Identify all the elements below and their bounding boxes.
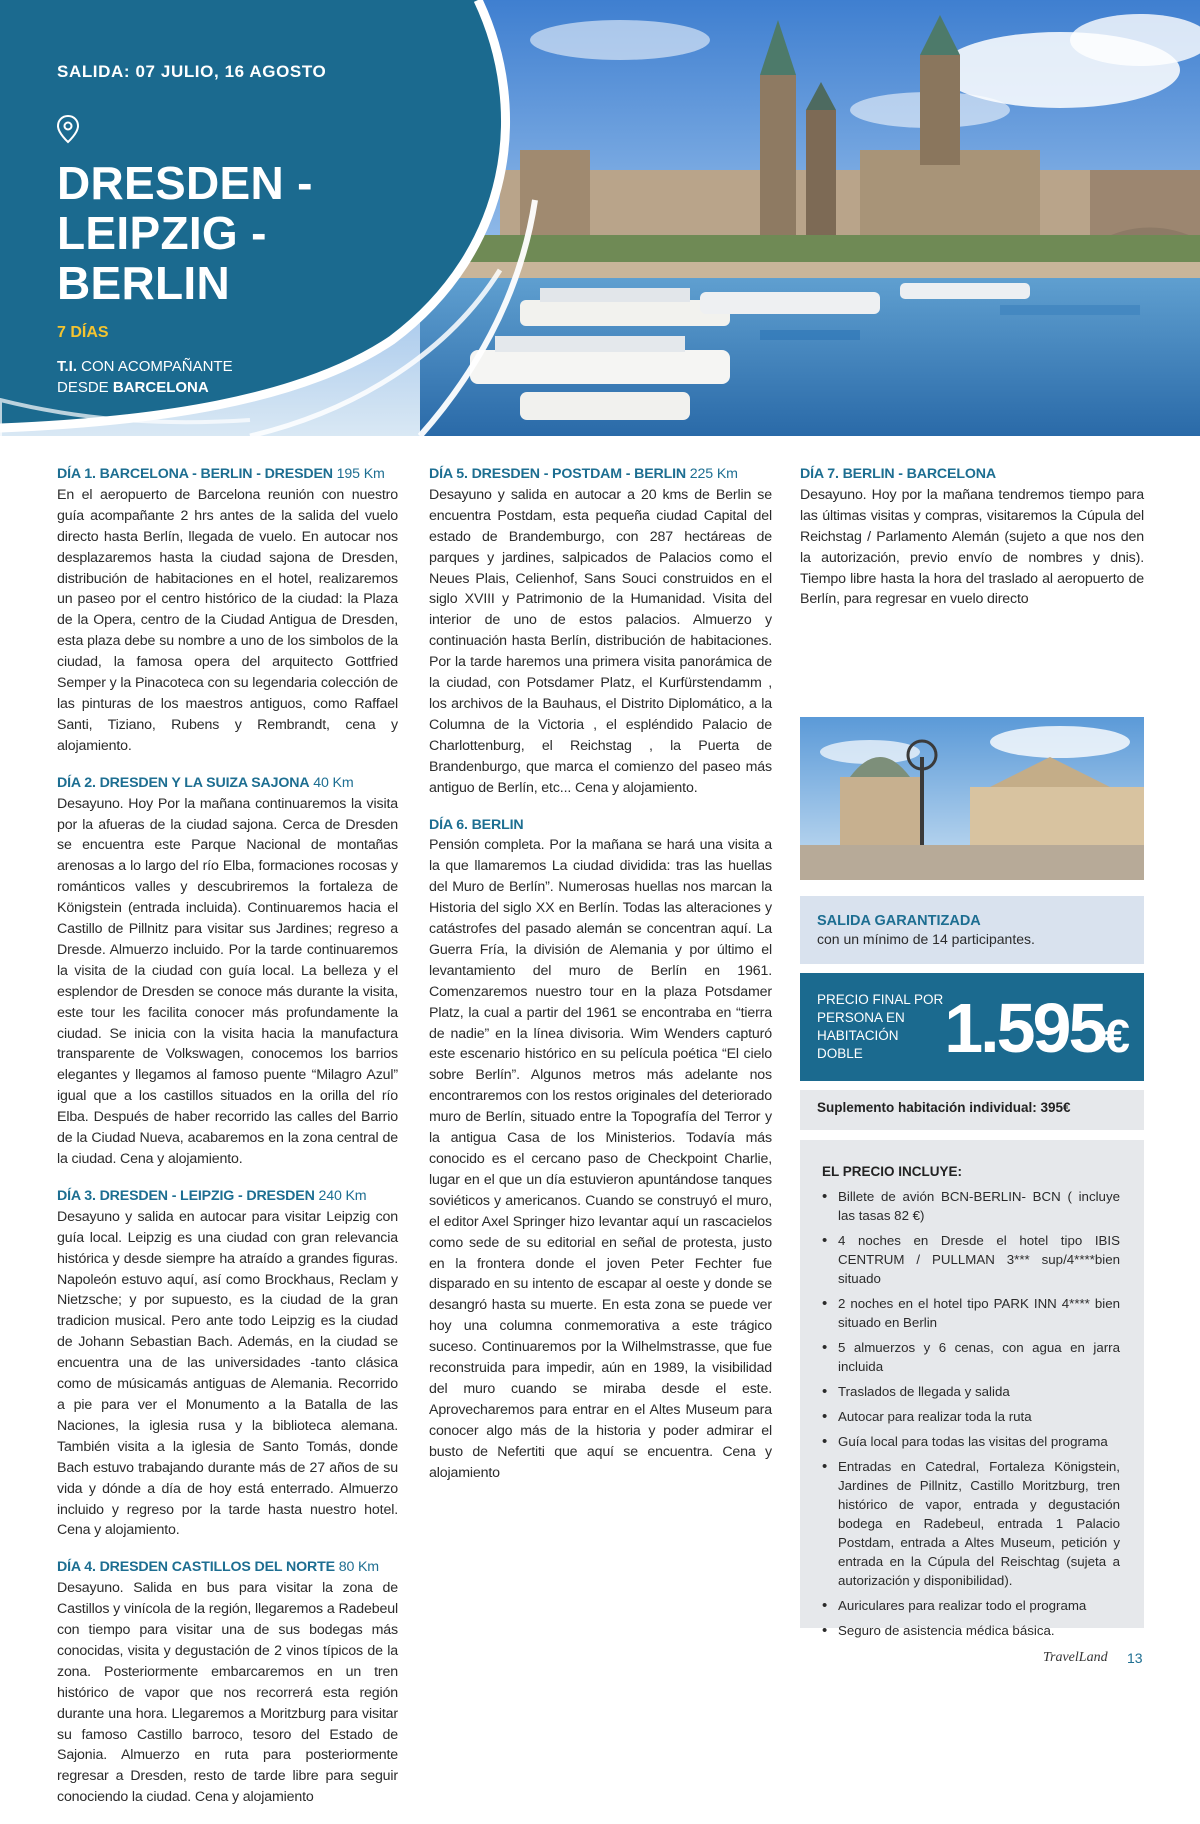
day-distance: 225 Km: [686, 466, 738, 482]
day-heading: [57, 1557, 398, 1578]
day-1: [57, 464, 398, 757]
tour-title-line: BERLIN: [57, 257, 231, 309]
day-heading: [429, 464, 772, 485]
tour-title: [57, 158, 437, 308]
hero-banner: [0, 0, 1200, 436]
includes-item: • Seguro de asistencia médica básica.: [822, 1621, 1120, 1640]
price-label: PRECIO FINAL POR PERSONA EN HABITACIÓN DOBLE: [817, 992, 944, 1061]
price-currency: €: [1104, 1010, 1130, 1062]
includes-item: • 5 almuerzos y 6 cenas, con agua en jarra incluida: [822, 1338, 1120, 1376]
includes-item: • Auriculares para realizar todo el programa: [822, 1596, 1120, 1615]
includes-item: • Guía local para todas las visitas del programa: [822, 1432, 1120, 1451]
day-description: Desayuno y salida en autocar a 20 kms de Berlin se encuentra Postdam, esta pequeña ciudad Capital del estado de Brandemburgo, con 287 hectáreas de parques y jardines, salpicados de Palacios como el Neues Plais, Celienhof, Sans Souci construidos en el siglo XVIII y Patrimonio de la Humanidad. Visita del interior de uno de estos palacios. Almuerzo y continuación hasta Berlín, distribución de habitaciones. Por la tarde haremos una primera visita panorámica de la ciudad, con Potsdamer Platz, el Kurfürstendamm , los archivos de la Bauhaus, el Distrito Diplomático, a la Columna de la Victoria , el espléndido Palacio de Charlottenburg, el Reichstag , la Puerta de Brandenburgo, que marca el comienzo del paseo más antiguo de Berlín, etc... Cena y alojamiento.: [429, 486, 772, 796]
tour-type-code: T.I.: [57, 358, 78, 375]
day-route: DRESDEN CASTILLOS DEL NORTE: [99, 1559, 335, 1576]
day-route: DRESDEN - POSTDAM - BERLIN: [471, 466, 687, 482]
day-description: Desayuno. Hoy por la mañana tendremos tiempo para las últimas visitas y compras, visitaremos la Cúpula del Reichstag / Parlamento Alemán (sujeto a que nos den la autorización, previo envío de nombres y dnis). Tiempo libre hasta la hora del traslado al aeropuerto de Berlín, para regresar en vuelo directo: [800, 486, 1144, 608]
day-label: DÍA 4.: [57, 1559, 100, 1576]
day-description: Desayuno y salida en autocar para visitar Leipzig con guía local. Leipzig es una ciudad con gran relevancia histórica y desde siempre ha atraído a grandes figuras. Napoleón estuvo aquí, así como Brockhaus, Reclam y Nietzsche; y por supuesto, es la ciudad de la gran tradicion musical. Pero ante todo Leipzig es la ciudad de Johann Sebastian Bach. Además, en la ciudad se encuentra una de las universidades -tanto clásica como de músicamás antiguas de Alemania. Recorrido a pie para ver el Monumento a la Batalla de las Naciones, la iglesia rusa y la biblioteca alemana. También visita a la iglesia de Santo Tomás, donde Bach estuvo trabajando durante más de 27 años de su vida y dónde a día de hoy está enterrado. Almuerzo incluido y regreso por la tarde hasta nuestro hotel. Cena y alojamiento.: [57, 1208, 398, 1539]
includes-item: • 4 noches en Dresde el hotel tipo IBIS CENTRUM / PULLMAN 3*** sup/4****bien situado: [822, 1231, 1120, 1288]
brand-logo: TravelLand: [1043, 1650, 1108, 1665]
day-heading: [800, 464, 1144, 485]
map-pin-icon: [55, 114, 81, 144]
includes-item: • 2 noches en el hotel tipo PARK INN 4**** bien situado en Berlin: [822, 1294, 1120, 1332]
day-label: DÍA 2.: [57, 774, 100, 791]
price-amount: 1.595: [944, 989, 1105, 1067]
day-3: [57, 1186, 398, 1541]
tour-title-line: DRESDEN -: [57, 157, 313, 209]
includes-item: • Autocar para realizar toda la ruta: [822, 1407, 1120, 1426]
price-value: [944, 989, 1130, 1071]
itinerary-column-3: [800, 464, 1144, 626]
includes-item: • Billete de avión BCN-BERLIN- BCN ( incluye las tasas 82 €): [822, 1187, 1120, 1225]
day-description: Desayuno. Salida en bus para visitar la zona de Castillos y vinícola de la región, llegaremos a Radebeul con tiempo para visitar una de sus bodegas más conocidas, visita y degustación de 2 vinos típicos de la zona. Posteriormente embarcaremos en un tren histórico de vapor que nos recorrerá esta región durante una hora. Llegaremos a Moritzburg para visitar su famoso Castillo barroco, tesoro del Estado de Sajonia. Almuerzo en ruta para posteriormente regresar a Dresden, resto de tarde libre para seguir conociendo la ciudad. Cena y alojamiento: [57, 1580, 398, 1806]
single-room-supplement: Suplemento habitación individual: 395€: [800, 1090, 1144, 1130]
guaranteed-departure-box: [800, 896, 1144, 964]
day-route: DRESDEN - LEIPZIG - DRESDEN: [99, 1187, 315, 1204]
day-2: [57, 773, 398, 1170]
guaranteed-text: con un mínimo de 14 participantes.: [817, 931, 1035, 947]
itinerary-column-1: [57, 464, 398, 1824]
day-label: DÍA 6.: [429, 816, 472, 833]
day-4-start: [57, 1557, 398, 1808]
tour-title-line: LEIPZIG -: [57, 207, 267, 259]
includes-title: EL PRECIO INCLUYE:: [822, 1164, 963, 1179]
day-description: En el aeropuerto de Barcelona reunión con nuestro guía acompañante 2 hrs antes de la salida del vuelo directo hasta Berlín, llegada de vuelo. En autocar nos desplazaremos hasta la ciudad sajona de Dresden, distribución de habitaciones en el hotel, realizaremos un paseo por el centro histórico de la ciudad: la Plaza de la Opera, centro de la Ciudad Antigua de Dresden, esta plaza debe su nombre a uno de los simbolos de la ciudad, la famosa opera del arquitecto Gottfried Semper y la Pinacoteca con su legendaria colección de las pinturas de los maestros antiguos, como Raffael Santi, Tiziano, Rubens y Rembrandt, cena y alojamiento.: [57, 486, 398, 754]
departure-dates: SALIDA: 07 JULIO, 16 AGOSTO: [57, 62, 327, 81]
day-label: DÍA 5.: [429, 466, 472, 482]
day-heading: [57, 773, 398, 794]
day-description: Desayuno. Hoy Por la mañana continuaremos la visita por la afueras de la ciudad sajona. Cerca de Dresden se encuentra este Parque Nacional de montañas arenosas a lo largo del río Elba, formaciones rocosas y románticos valles y descubriremos la fortaleza de Königstein (entrada incluida). Continuaremos hacia el Castillo de Pillnitz para visitar sus Jardines; regreso a Dresde. Almuerzo incluido. Por la tarde continuaremos la visita de la ciudad con guía local. La belleza y el esplendor de Dresden se conoce más durante la visita, este tour les facilita conocer más profundamente la ciudad. Se inicia con la visita hacia la manufactura transparente de Volkswagen, conocemos los barrios elegantes y llegamos al famoso puente “Milagro Azul” igual que a los castillos situados en la orilla del río Elba. Después de haber recorrido las calles del Barrio de la Ciudad Nueva, acabaremos en la zona central de la ciudad. Cena y alojamiento.: [57, 795, 398, 1167]
day-route: BARCELONA - BERLIN - DRESDEN: [99, 466, 333, 482]
tour-type-desc: CON ACOMPAÑANTE: [77, 358, 233, 375]
day-distance: 40 Km: [309, 774, 354, 791]
day-route: BERLIN: [471, 816, 524, 833]
day-5: [429, 464, 772, 799]
day-heading: [429, 815, 772, 836]
day-description: Pensión completa. Por la mañana se hará una visita a la que llamaremos La ciudad dividida: tras las huellas del Muro de Berlín”. Numerosas huellas nos marcan la Historia del siglo XX en Berlín. Todas las alteraciones y catástrofes del pasado alemán se concentran aquí. La Guerra Fría, la división de Alemania y por último el levantamiento del muro de Berlín en 1961. Comenzaremos nuestro tour en la plaza Potsdamer Platz, la cual a partir del 1961 se encontraba en “tierra de nadie” en la línea divisoria. Wim Wenders capturó este escenario histórico en su película poética “El cielo sobre Berlín”. Algunos metros más adelante nos encontraremos con los restos originales del deteriorado muro de Berlín, situado entre la Topografía del Terror y la antigua Casa de los Ministerios. Todavía más conocido es el cercano paso de Checkpoint Charlie, lugar en el que un día estuvieron apuntándose tanques soviéticos y americanos. Cuando se construyó el muro, el editor Axel Springer hizo levantar aquí un rascacielos como sede de su editorial en señal de protesta, justo en la frontera donde el joven Peter Fechter fue disparado en su intento de escapar al oeste y donde se desangró hasta su muerte. En esta zona se puede ver hoy una columna conmemorativa a este trágico suceso. Continuaremos por la Wilhelmstrasse, que fue reconstruida para impedir, aún en 1989, la visibilidad del muro cuando se miraba desde el este. Aprovecharemos para entrar en el Altes Museum para conocer algo más de la historia y poder admirar el busto de Nefertiti que aquí se encuentra. Cena y alojamiento: [429, 837, 772, 1481]
tour-duration: 7 DÍAS: [57, 324, 109, 341]
price-includes-box: [800, 1140, 1144, 1638]
day-label: DÍA 7.: [800, 466, 843, 482]
includes-item: • Traslados de llegada y salida: [822, 1382, 1120, 1401]
day-distance: 195 Km: [332, 466, 385, 482]
day-7: [800, 464, 1144, 610]
origin-city: BARCELONA: [112, 379, 209, 396]
day-route: BERLIN - BARCELONA: [842, 466, 996, 482]
origin-prefix: DESDE: [57, 379, 113, 396]
day-heading: [57, 464, 398, 485]
berlin-square-photo: [800, 717, 1144, 880]
price-box: [800, 973, 1144, 1081]
includes-list: [822, 1187, 1120, 1640]
day-distance: 240 Km: [314, 1187, 367, 1204]
itinerary-column-2: [429, 464, 772, 1500]
day-route: DRESDEN Y LA SUIZA SAJONA: [99, 774, 310, 791]
day-6: [429, 815, 772, 1484]
includes-item: • Entradas en Catedral, Fortaleza Königstein, Jardines de Pillnitz, Castillo Moritzburg, tren histórico de vapor, entrada y degustación bodega en Radebeul, entrada 1 Palacio Postdam, entrada a Altes Museum, petición y entrada en la Cúpula del Reischtag (sujeta a autorización y disponibilidad).: [822, 1457, 1120, 1590]
guaranteed-title: SALIDA GARANTIZADA: [817, 913, 981, 929]
day-label: DÍA 3.: [57, 1187, 100, 1204]
page-number: 13: [1127, 1650, 1143, 1666]
day-heading: [57, 1186, 398, 1207]
day-label: DÍA 1.: [57, 466, 100, 482]
day-distance: 80 Km: [334, 1559, 379, 1576]
tour-type: [57, 356, 233, 398]
